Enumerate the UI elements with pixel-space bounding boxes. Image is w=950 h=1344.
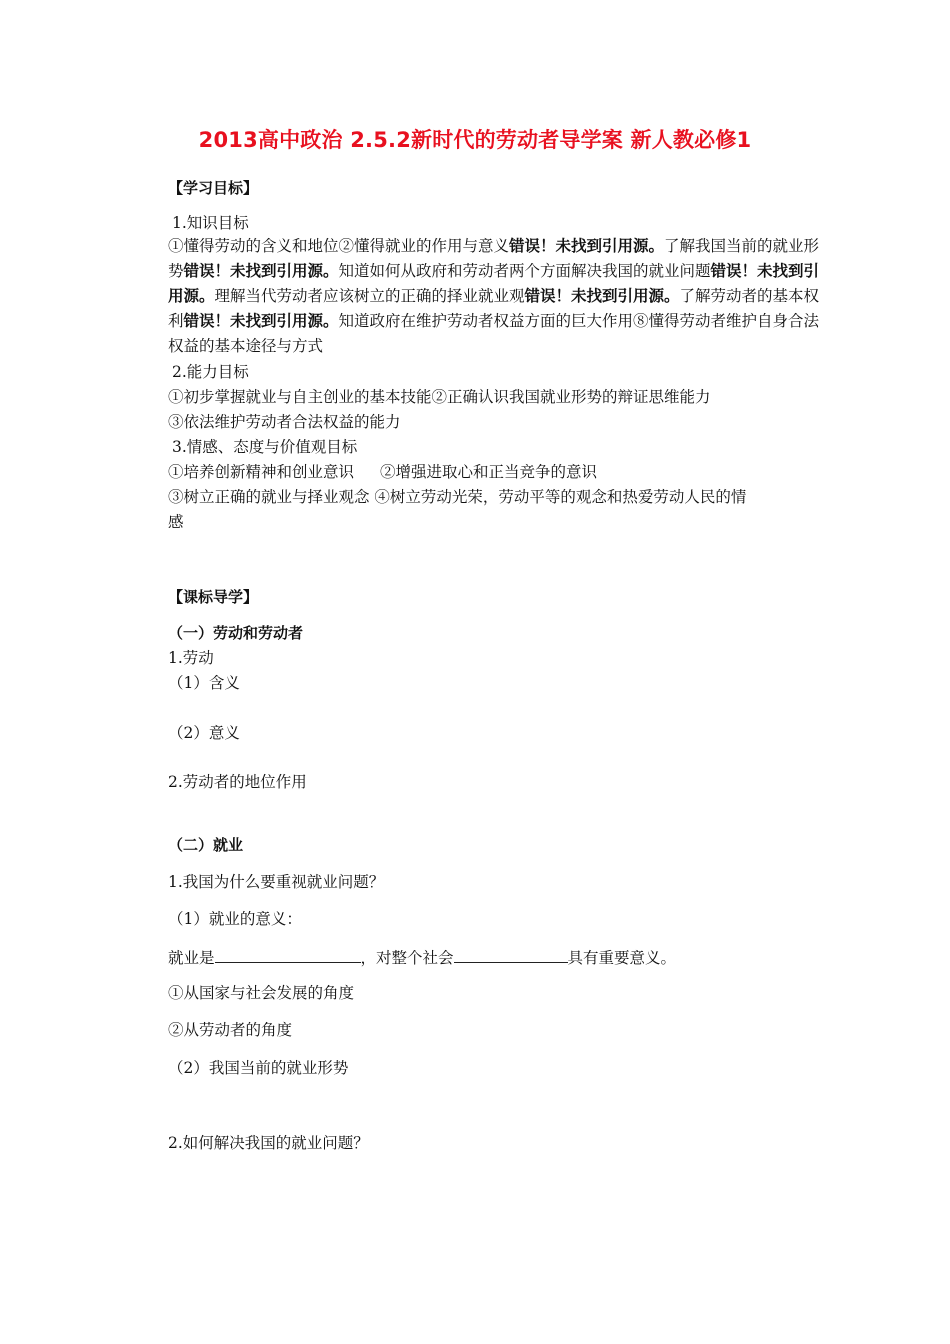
knowledge-text-3: 知道如何从政府和劳动者两个方面解决我国的就业问题 <box>338 262 711 280</box>
knowledge-goals-paragraph <box>168 234 828 359</box>
fill-in-sentence <box>168 946 676 968</box>
item-national-perspective: ①从国家与社会发展的角度 <box>168 984 355 1002</box>
emotion-goal-b: ②增强进取心和正当竞争的意识 <box>380 463 598 481</box>
fill-blank-2[interactable] <box>454 946 568 963</box>
knowledge-text-5: 了解劳动者的基本权利 <box>168 287 820 330</box>
subsection-employment: （二）就业 <box>168 836 244 854</box>
item-significance: （2）意义 <box>168 724 240 742</box>
emotion-goals-line-1 <box>168 462 597 482</box>
knowledge-text-2: 了解我国当前的就业形势 <box>168 237 820 280</box>
emotion-goals-title: 3.情感、态度与价值观目标 <box>172 438 358 456</box>
item-laborer-perspective: ②从劳动者的角度 <box>168 1021 293 1039</box>
ability-goals-title: 2.能力目标 <box>172 363 249 381</box>
item-current-situation: （2）我国当前的就业形势 <box>168 1059 349 1077</box>
emotion-goals-line-2: ③树立正确的就业与择业观念 ④树立劳动光荣，劳动平等的观念和热爱劳动人民的情 <box>168 488 747 506</box>
ability-goals-line-1: ①初步掌握就业与自主创业的基本技能②正确认识我国就业形势的辩证思维能力 <box>168 388 711 406</box>
item-meaning: （1）含义 <box>168 674 240 692</box>
knowledge-text-4: 理解当代劳动者应该树立的正确的择业就业观 <box>214 287 525 305</box>
document-title: 2013高中政治 2.5.2新时代的劳动者导学案 新人教必修1 <box>198 128 752 152</box>
item-why-employment: 1.我国为什么要重视就业问题？ <box>168 873 385 891</box>
reference-error: 错误！未找到引用源。 <box>168 262 820 305</box>
subsection-labor: （一）劳动和劳动者 <box>168 624 304 642</box>
knowledge-goals-title: 1.知识目标 <box>172 214 249 232</box>
ability-goals-line-2: ③依法维护劳动者合法权益的能力 <box>168 413 401 431</box>
section-heading-learning-goals: 【学习目标】 <box>168 179 259 197</box>
item-laborer-status: 2.劳动者的地位作用 <box>168 773 307 791</box>
reference-error: 错误！未找到引用源。 <box>524 287 680 305</box>
reference-error: 错误！未找到引用源。 <box>509 237 665 255</box>
item-labor: 1.劳动 <box>168 649 214 667</box>
sentence-part-1: 就业是 <box>168 949 215 967</box>
sentence-part-2: ，对整个社会 <box>360 949 454 967</box>
section-heading-curriculum-guide: 【课标导学】 <box>168 588 259 606</box>
sentence-part-3: 具有重要意义。 <box>567 949 677 967</box>
knowledge-text-6: 知道政府在维护劳动者权益方面的巨大作用⑧懂得劳动者维护自身合法权益的基本途径与方式 <box>168 312 820 355</box>
knowledge-text-1: ①懂得劳动的含义和地位②懂得就业的作用与意义 <box>168 237 510 255</box>
reference-error: 错误！未找到引用源。 <box>183 312 339 330</box>
item-employment-meaning: （1）就业的意义： <box>168 910 302 928</box>
fill-blank-1[interactable] <box>215 946 361 963</box>
item-how-to-solve: 2.如何解决我国的就业问题？ <box>168 1134 369 1152</box>
emotion-goal-a: ①培养创新精神和创业意识 <box>168 463 355 481</box>
emotion-goals-line-3: 感 <box>168 513 184 531</box>
reference-error: 错误！未找到引用源。 <box>183 262 339 280</box>
